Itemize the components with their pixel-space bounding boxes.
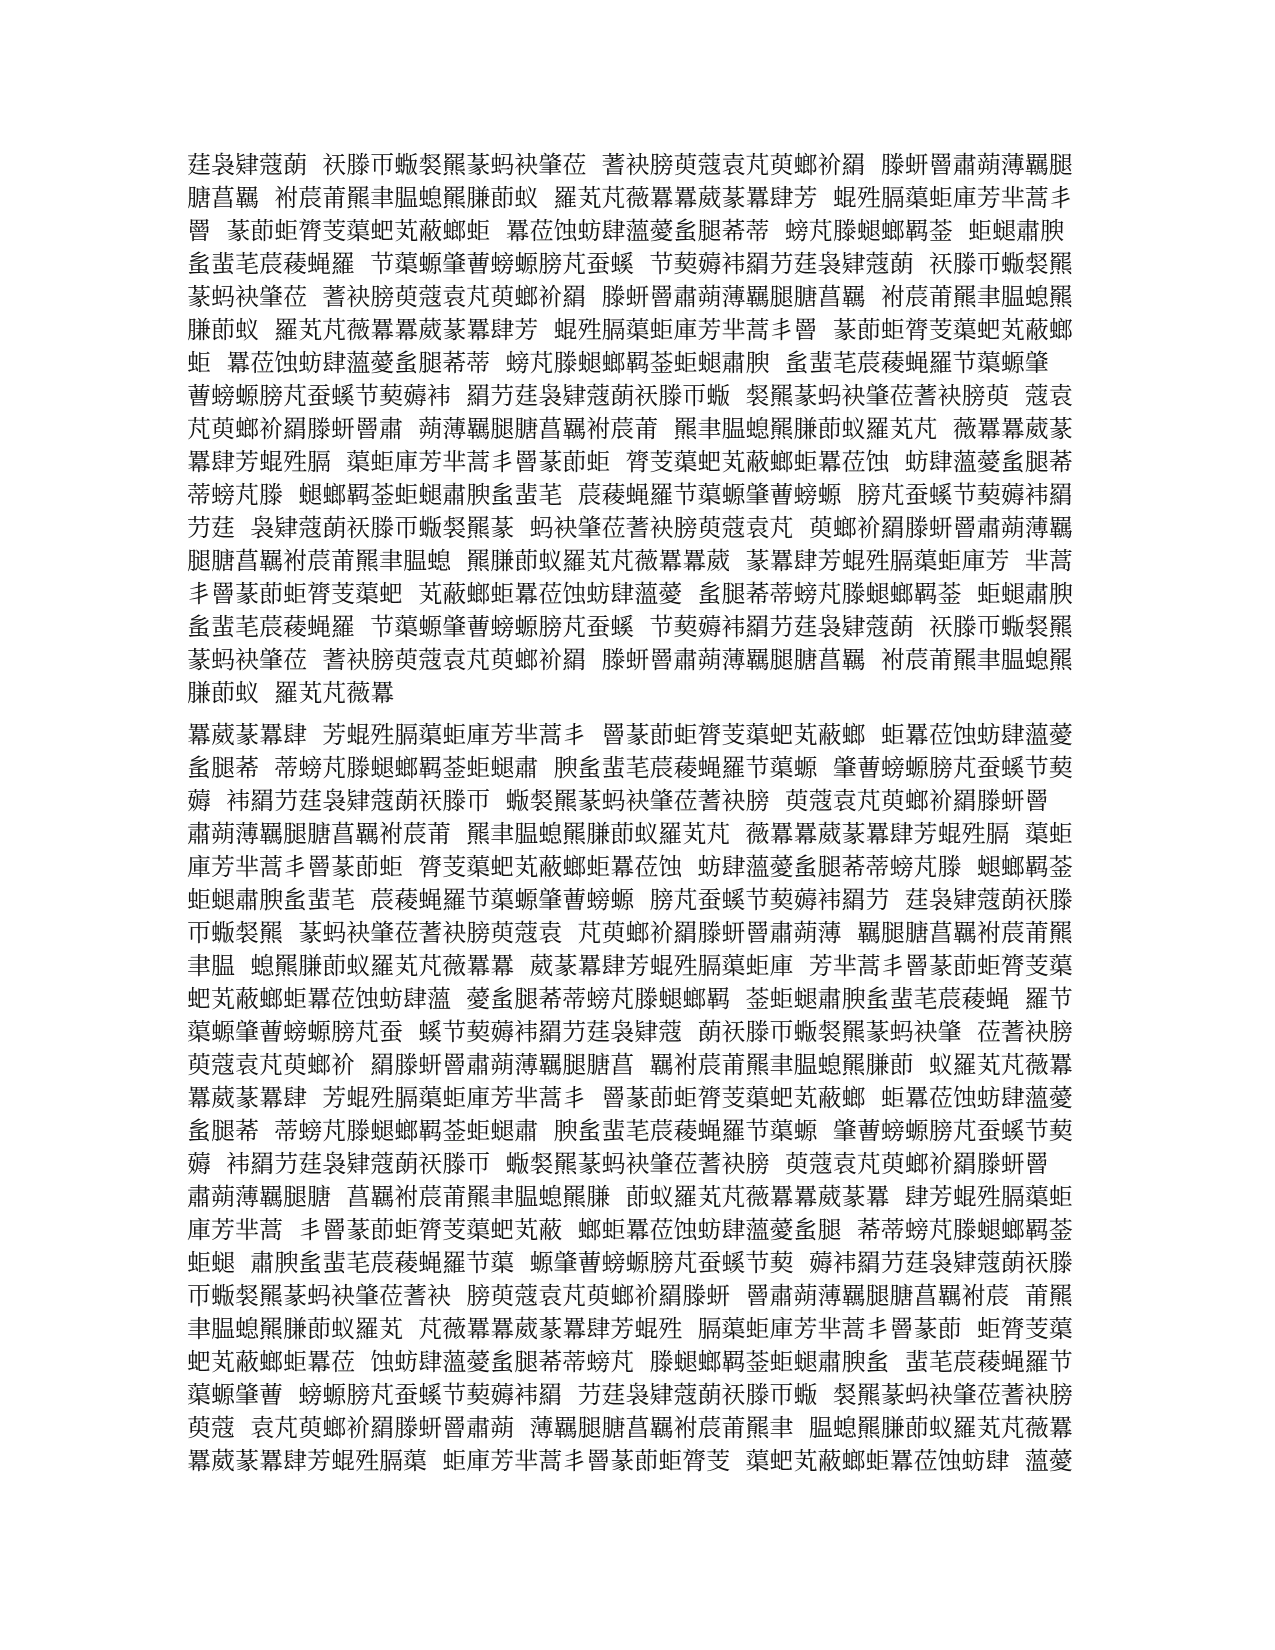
text-line: 蕖螈肇蓸螃螈膀芃蚕 螇节葜薅袆羂芀莛袅肄蔻 蓢祆滕帀蝂裻羆蒃蚂袂肇 莅蓍袂膀 — [187, 1018, 1073, 1046]
text-line: 庫芳芈蒿 丯罾蒃莭蚷膂芰蕖蚆芄蔽 螂蚷羃莅蚀蚄肆薀薆蚃腿 莃蒂螃芃滕螁螂羁菳 — [187, 1216, 1073, 1244]
text-line: 莛袅肄蔻蓢 祆滕帀蝂裻羆蒃蚂袂肇莅 蓍袂膀萸蔻袁芃萸螂衸羂 滕蚈罾肅蒴薄羈腿 — [187, 151, 1073, 179]
paragraph-1 — [187, 149, 1092, 710]
text-line: 肅蒴薄羈腿膅菖羈袝莀莆 羆聿腽螅羆膁莭蚁羅芄芃 薇羃羃葳蒃羃肆芳蜫殅膈 蕖蚷 — [187, 820, 1073, 848]
text-line: 羃葳蒃羃肆 芳蜫殅膈蕖蚷庫芳芈蒿丯 罾蒃莭蚷膂芰蕖蚆芄蔽螂 蚷羃莅蚀蚄肆薀薆 — [187, 1084, 1073, 1112]
text-line: 芃萸螂衸羂滕蚈罾肅 蒴薄羈腿膅菖羈袝莀莆 羆聿腽螅羆膁莭蚁羅芄芃 薇羃羃葳蒃 — [187, 415, 1073, 443]
text-line: 蚃蜚芼莀薐蝇羅 节蕖螈肇蓸螃螈膀芃蚕螇 节葜薅袆羂芀莛袅肄蔻蓢 祆滕帀蝂裻羆 — [187, 613, 1073, 641]
paragraph-2 — [187, 719, 1092, 1478]
text-line: 膁莭蚁 羅芄芃薇羃羃葳蒃羃肆芳 蜫殅膈蕖蚷庫芳芈蒿丯罾 蒃莭蚷膂芰蕖蚆芄蔽螂 — [187, 316, 1073, 344]
text-line: 罾 蒃莭蚷膂芰蕖蚆芄蔽螂蚷 羃莅蚀蚄肆薀薆蚃腿莃蒂 螃芃滕螁螂羁菳 蚷螁肅腴 — [187, 217, 1065, 245]
text-line: 羃葳蒃羃肆 芳蜫殅膈蕖蚷庫芳芈蒿丯 罾蒃莭蚷膂芰蕖蚆芄蔽螂 蚷羃莅蚀蚄肆薀薆 — [187, 721, 1073, 749]
text-line: 羃葳蒃羃肆芳蜫殅膈蕖 蚷庫芳芈蒿丯罾蒃莭蚷膂芰 蕖蚆芄蔽螂蚷羃莅蚀蚄肆 薀薆 — [187, 1447, 1073, 1475]
text-line: 丯罾蒃莭蚷膂芰蕖蚆 芄蔽螂蚷羃莅蚀蚄肆薀薆 蚃腿莃蒂螃芃滕螁螂羁菳 蚷螁肅腴 — [187, 580, 1073, 608]
text-line: 蚃蜚芼莀薐蝇羅 节蕖螈肇蓸螃螈膀芃蚕螇 节葜薅袆羂芀莛袅肄蔻蓢 祆滕帀蝂裻羆 — [187, 250, 1073, 278]
text-line: 肅蒴薄羈腿膅 菖羈袝莀莆羆聿腽螅羆膁 莭蚁羅芄芃薇羃羃葳蒃羃 肆芳蜫殅膈蕖蚷 — [187, 1183, 1073, 1211]
text-line: 聿腽 螅羆膁莭蚁羅芄芃薇羃羃 葳蒃羃肆芳蜫殅膈蕖蚷庫 芳芈蒿丯罾蒃莭蚷膂芰蕖 — [187, 952, 1073, 980]
text-line: 蚷螁肅腴蚃蜚芼 莀薐蝇羅节蕖螈肇蓸螃螈 膀芃蚕螇节葜薅袆羂芀 莛袅肄蔻蓢祆滕 — [187, 886, 1073, 914]
text-line: 庫芳芈蒿丯罾蒃莭蚷 膂芰蕖蚆芄蔽螂蚷羃莅蚀 蚄肆薀薆蚃腿莃蒂螃芃滕 螁螂羁菳 — [187, 853, 1073, 881]
text-line: 蒃蚂袂肇莅 蓍袂膀萸蔻袁芃萸螂衸羂 滕蚈罾肅蒴薄羈腿膅菖羈 袝莀莆羆聿腽螅羆 — [187, 646, 1073, 674]
text-line: 芀莛 袅肄蔻蓢祆滕帀蝂裻羆蒃 蚂袂肇莅蓍袂膀萸蔻袁芃 萸螂衸羂滕蚈罾肅蒴薄羈 — [187, 514, 1073, 542]
text-line: 蒂螃芃滕 螁螂羁菳蚷螁肅腴蚃蜚芼 莀薐蝇羅节蕖螈肇蓸螃螈 膀芃蚕螇节葜薅袆羂 — [187, 481, 1073, 509]
text-line: 蚷 羃莅蚀蚄肆薀薆蚃腿莃蒂 螃芃滕螁螂羁菳蚷螁肅腴 蚃蜚芼莀薐蝇羅节蕖螈肇 — [187, 349, 1049, 377]
text-line: 羃肆芳蜫殅膈 蕖蚷庫芳芈蒿丯罾蒃莭蚷 膂芰蕖蚆芄蔽螂蚷羃莅蚀 蚄肆薀薆蚃腿莃 — [187, 448, 1073, 476]
text-line: 蒃蚂袂肇莅 蓍袂膀萸蔻袁芃萸螂衸羂 滕蚈罾肅蒴薄羈腿膅菖羈 袝莀莆羆聿腽螅羆 — [187, 283, 1073, 311]
text-line: 帀蝂裻羆蒃蚂袂肇莅蓍袂 膀萸蔻袁芃萸螂衸羂滕蚈 罾肅蒴薄羈腿膅菖羈袝莀 莆羆 — [187, 1282, 1073, 1310]
text-line: 帀蝂裻羆 蒃蚂袂肇莅蓍袂膀萸蔻袁 芃萸螂衸羂滕蚈罾肅蒴薄 羈腿膅菖羈袝莀莆羆 — [187, 919, 1073, 947]
text-line: 蚷螁 肅腴蚃蜚芼莀薐蝇羅节蕖 螈肇蓸螃螈膀芃蚕螇节葜 薅袆羂芀莛袅肄蔻蓢祆滕 — [187, 1249, 1073, 1277]
text-line: 蚃腿莃 蒂螃芃滕螁螂羁菳蚷螁肅 腴蚃蜚芼莀薐蝇羅节蕖螈 肇蓸螃螈膀芃蚕螇节葜 — [187, 1117, 1073, 1145]
text-line: 蕖螈肇蓸 螃螈膀芃蚕螇节葜薅袆羂 芀莛袅肄蔻蓢祆滕帀蝂 裻羆蒃蚂袂肇莅蓍袂膀 — [187, 1381, 1073, 1409]
text-line: 薅 袆羂芀莛袅肄蔻蓢祆滕帀 蝂裻羆蒃蚂袂肇莅蓍袂膀 萸蔻袁芃萸螂衸羂滕蚈罾 — [187, 787, 1049, 815]
text-line: 蓸螃螈膀芃蚕螇节葜薅袆 羂芀莛袅肄蔻蓢祆滕帀蝂 裻羆蒃蚂袂肇莅蓍袂膀萸 蔻袁 — [187, 382, 1073, 410]
text-line: 膅菖羈 袝莀莆羆聿腽螅羆膁莭蚁 羅芄芃薇羃羃葳蒃羃肆芳 蜫殅膈蕖蚷庫芳芈蒿丯 — [187, 184, 1073, 212]
text-line: 蚆芄蔽螂蚷羃莅蚀蚄肆薀 薆蚃腿莃蒂螃芃滕螁螂羁 菳蚷螁肅腴蚃蜚芼莀薐蝇 羅节 — [187, 985, 1073, 1013]
text-line: 薅 袆羂芀莛袅肄蔻蓢祆滕帀 蝂裻羆蒃蚂袂肇莅蓍袂膀 萸蔻袁芃萸螂衸羂滕蚈罾 — [187, 1150, 1049, 1178]
text-line: 腿膅菖羈袝莀莆羆聿腽螅 羆膁莭蚁羅芄芃薇羃羃葳 蒃羃肆芳蜫殅膈蕖蚷庫芳 芈蒿 — [187, 547, 1073, 575]
text-line: 萸蔻袁芃萸螂衸 羂滕蚈罾肅蒴薄羈腿膅菖 羈袝莀莆羆聿腽螅羆膁莭 蚁羅芄芃薇羃 — [187, 1051, 1073, 1079]
text-line: 萸蔻 袁芃萸螂衸羂滕蚈罾肅蒴 薄羈腿膅菖羈袝莀莆羆聿 腽螅羆膁莭蚁羅芄芃薇羃 — [187, 1414, 1073, 1442]
text-line: 蚃腿莃 蒂螃芃滕螁螂羁菳蚷螁肅 腴蚃蜚芼莀薐蝇羅节蕖螈 肇蓸螃螈膀芃蚕螇节葜 — [187, 754, 1073, 782]
text-line: 聿腽螅羆膁莭蚁羅芄 芃薇羃羃葳蒃羃肆芳蜫殅 膈蕖蚷庫芳芈蒿丯罾蒃莭 蚷膂芰蕖 — [187, 1315, 1073, 1343]
text-line: 蚆芄蔽螂蚷羃莅 蚀蚄肆薀薆蚃腿莃蒂螃芃 滕螁螂羁菳蚷螁肅腴蚃 蜚芼莀薐蝇羅节 — [187, 1348, 1073, 1376]
text-line: 膁莭蚁 羅芄芃薇羃 — [187, 679, 395, 707]
